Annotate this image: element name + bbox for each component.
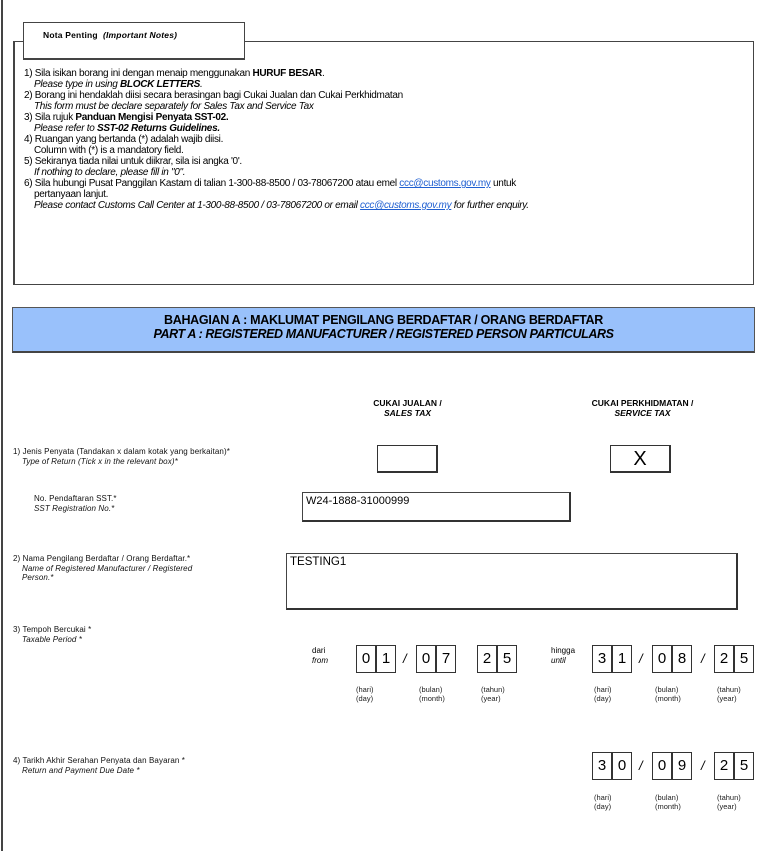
sales-tax-header [330, 398, 485, 418]
return-type-label-ms: 1) Jenis Penyata (Tandakan x dalam kotak yang berkaitan)* [13, 447, 230, 456]
service-tax-header-en: SERVICE TAX [614, 408, 671, 418]
until-year-digit-1[interactable]: 2 [714, 645, 734, 673]
note-1-en: Please type in using BLOCK LETTERS. [34, 79, 203, 90]
note-4-ms: 4) Ruangan yang bertanda (*) adalah wajib diisi. [24, 134, 224, 145]
note-6-ms: 6) Sila hubungi Pusat Panggilan Kastam di talian 1-300-88-8500 / 03-78067200 atau emel ccc@customs.gov.my untuk [24, 178, 517, 189]
until-date-slash-1: / [639, 651, 643, 666]
notes-title-en: (Important Notes) [102, 30, 178, 40]
notes-list [24, 68, 749, 211]
taxable-period-label-en: Taxable Period * [22, 634, 83, 644]
note-5-ms: 5) Sekiranya tiada nilai untuk diikrar, sila isi angka '0'. [24, 156, 242, 167]
name-label-en-2: Person.* [22, 573, 54, 582]
until-date-slash-2: / [701, 651, 705, 666]
from-label [312, 646, 328, 666]
sst-no-label-en: SST Registration No.* [34, 503, 115, 513]
taxable-period-label-ms: 3) Tempoh Bercukai * [13, 625, 92, 634]
note-3-ms: 3) Sila rujuk Panduan Mengisi Penyata SST-02. [24, 112, 229, 123]
from-label-en: from [312, 656, 328, 665]
until-month-digit-1[interactable]: 0 [652, 645, 672, 673]
notes-tab [23, 22, 245, 60]
due-month-digit-1[interactable]: 0 [652, 752, 672, 780]
until-day-digit-2[interactable]: 1 [612, 645, 632, 673]
until-label-en: until [551, 656, 566, 665]
email-link-en[interactable]: ccc@customs.gov.my [360, 200, 452, 211]
from-label-ms: dari [312, 646, 326, 655]
due-date-label [13, 756, 313, 775]
name-label-en-1: Name of Registered Manufacturer / Registered [22, 563, 193, 573]
page-border [1, 0, 3, 851]
due-month-digit-2[interactable]: 9 [672, 752, 692, 780]
service-tax-header-ms: CUKAI PERKHIDMATAN / [591, 398, 694, 408]
until-month-caption: (bulan) (month) [655, 685, 681, 703]
from-year-digit-1[interactable]: 2 [477, 645, 497, 673]
due-year-caption: (tahun) (year) [717, 793, 741, 811]
until-day-digit-1[interactable]: 3 [592, 645, 612, 673]
until-month-digit-2[interactable]: 8 [672, 645, 692, 673]
note-6-en: Please contact Customs Call Center at 1-300-88-8500 / 03-78067200 or email ccc@customs.gov.my for further enquiry. [34, 200, 529, 211]
due-date-slash-1: / [639, 758, 643, 773]
from-year-digit-2[interactable]: 5 [497, 645, 517, 673]
sst-no-label [34, 494, 234, 513]
note-4-en: Column with (*) is a mandatory field. [34, 145, 184, 156]
from-day-digit-1[interactable]: 0 [356, 645, 376, 673]
due-month-caption: (bulan) (month) [655, 793, 681, 811]
note-5-en: If nothing to declare, please fill in "0". [34, 167, 186, 178]
sst-registration-input[interactable]: W24-1888-31000999 [302, 492, 571, 522]
until-year-digit-2[interactable]: 5 [734, 645, 754, 673]
sales-tax-checkbox[interactable] [377, 445, 438, 473]
from-day-caption: (hari) (day) [356, 685, 374, 703]
service-tax-checkbox[interactable]: X [610, 445, 671, 473]
banner-title-en: PART A : REGISTERED MANUFACTURER / REGISTERED PERSON PARTICULARS [153, 327, 614, 341]
from-year-caption: (tahun) (year) [481, 685, 505, 703]
taxable-period-label [13, 625, 213, 644]
return-type-label-en: Type of Return (Tick x in the relevant box)* [22, 456, 178, 466]
note-1-ms: 1) Sila isikan borang ini dengan menaip menggunakan HURUF BESAR. [24, 68, 325, 79]
service-tax-header [560, 398, 725, 418]
due-day-caption: (hari) (day) [594, 793, 612, 811]
notes-tab-title [43, 30, 177, 40]
due-day-digit-2[interactable]: 0 [612, 752, 632, 780]
from-month-digit-2[interactable]: 7 [436, 645, 456, 673]
until-label [551, 646, 575, 666]
due-date-label-en: Return and Payment Due Date * [22, 765, 140, 775]
due-year-digit-2[interactable]: 5 [734, 752, 754, 780]
note-2-ms: 2) Borang ini hendaklah diisi secara berasingan bagi Cukai Jualan dan Cukai Perkhidmatan [24, 90, 403, 101]
banner-title-ms: BAHAGIAN A : MAKLUMAT PENGILANG BERDAFTAR / ORANG BERDAFTAR [164, 313, 603, 327]
from-date-slash: / [403, 651, 407, 666]
from-month-digit-1[interactable]: 0 [416, 645, 436, 673]
registered-name-input[interactable]: TESTING1 [286, 553, 738, 610]
note-3-en: Please refer to SST-02 Returns Guidelines. [34, 123, 220, 134]
from-day-digit-2[interactable]: 1 [376, 645, 396, 673]
name-label [13, 554, 273, 583]
part-a-banner [12, 307, 755, 353]
email-link-ms[interactable]: ccc@customs.gov.my [399, 178, 491, 189]
sales-tax-header-en: SALES TAX [383, 408, 432, 418]
until-label-ms: hingga [551, 646, 576, 655]
due-date-slash-2: / [701, 758, 705, 773]
name-label-ms: 2) Nama Pengilang Berdaftar / Orang Berdaftar.* [13, 554, 191, 563]
note-6-ms-cont: pertanyaan lanjut. [34, 189, 109, 200]
sst-no-label-ms: No. Pendaftaran SST.* [34, 494, 117, 503]
notes-title-ms: Nota Penting [43, 30, 98, 40]
due-year-digit-1[interactable]: 2 [714, 752, 734, 780]
due-day-digit-1[interactable]: 3 [592, 752, 612, 780]
until-year-caption: (tahun) (year) [717, 685, 741, 703]
sales-tax-header-ms: CUKAI JUALAN / [373, 398, 442, 408]
from-month-caption: (bulan) (month) [419, 685, 445, 703]
due-date-label-ms: 4) Tarikh Akhir Serahan Penyata dan Bayaran * [13, 756, 186, 765]
note-2-en: This form must be declare separately for Sales Tax and Service Tax [34, 101, 314, 112]
return-type-label [13, 447, 333, 466]
until-day-caption: (hari) (day) [594, 685, 612, 703]
